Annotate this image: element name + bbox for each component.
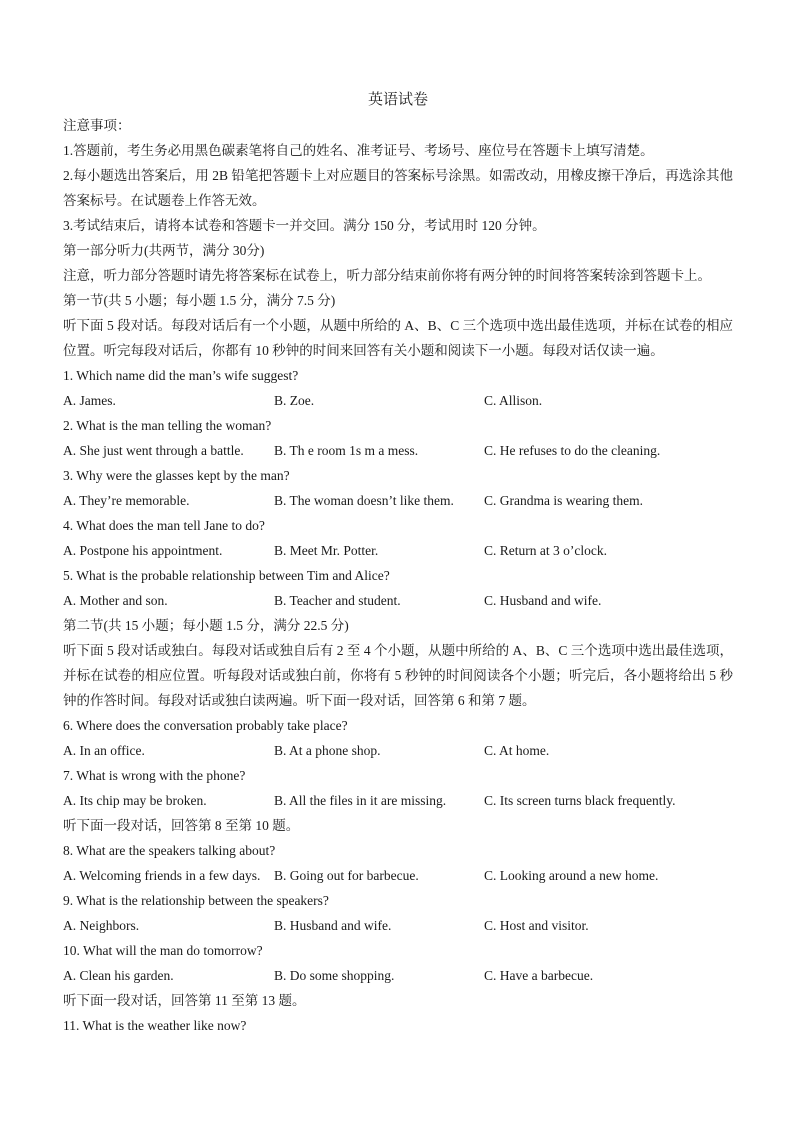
option-5b: B. Teacher and student. <box>274 593 401 608</box>
section2-instruction: 听下面 5 段对话或独白。每段对话或独自后有 2 至 4 个小题，从题中所给的 A、B、C 三个选项中选出最佳选项，并标在试卷的相应位置。听每段对话或独白前，你将有 5 秒钟的时间阅读各个小题；听完后，各小题将给出 5 秒钟的作答时间。每段对话或独白读两遍。听下面一段对话，回答第 6 和第 7 题。 <box>63 643 733 708</box>
option-7a: A. Its chip may be broken. <box>63 793 207 808</box>
option-5c: C. Husband and wife. <box>484 593 602 608</box>
option-3c: C. Grandma is wearing them. <box>484 493 643 508</box>
listen-instruction-11-13: 听下面一段对话，回答第 11 至第 13 题。 <box>63 993 306 1008</box>
option-6b: B. At a phone shop. <box>274 743 381 758</box>
notice-item-3: 3.考试结束后，请将本试卷和答题卡一并交回。满分 150 分，考试用时 120 分钟。 <box>63 218 546 233</box>
exam-page <box>63 88 733 1038</box>
options-2 <box>63 438 733 463</box>
question-3: 3. Why were the glasses kept by the man? <box>63 468 290 483</box>
option-3a: A. They’re memorable. <box>63 493 190 508</box>
question-9: 9. What is the relationship between the speakers? <box>63 893 329 908</box>
option-10b: B. Do some shopping. <box>274 968 395 983</box>
listen-instruction-8-10: 听下面一段对话，回答第 8 至第 10 题。 <box>63 818 300 833</box>
options-8 <box>63 863 733 888</box>
option-10a: A. Clean his garden. <box>63 968 174 983</box>
part1-note: 注意，听力部分答题时请先将答案标在试卷上，听力部分结束前你将有两分钟的时间将答案转涂到答题卡上。 <box>63 268 711 283</box>
question-2: 2. What is the man telling the woman? <box>63 418 272 433</box>
option-8a: A. Welcoming friends in a few days. <box>63 868 261 883</box>
option-6a: A. In an office. <box>63 743 145 758</box>
option-7b: B. All the files in it are missing. <box>274 793 447 808</box>
option-9c: C. Host and visitor. <box>484 918 589 933</box>
section1-instruction: 听下面 5 段对话。每段对话后有一个小题，从题中所给的 A、B、C 三个选项中选出最佳选项，并标在试卷的相应位置。听完每段对话后，你都有 10 秒钟的时间来回答有关小题和阅读下一小题。每段对话仅读一遍。 <box>63 318 733 358</box>
question-6: 6. Where does the conversation probably take place? <box>63 718 348 733</box>
options-6 <box>63 738 733 763</box>
option-1c: C. Allison. <box>484 393 543 408</box>
question-7: 7. What is wrong with the phone? <box>63 768 246 783</box>
section2-heading: 第二节(共 15 小题；每小题 1.5 分，满分 22.5 分) <box>63 618 349 633</box>
question-5: 5. What is the probable relationship between Tim and Alice? <box>63 568 390 583</box>
options-10 <box>63 963 733 988</box>
option-9b: B. Husband and wife. <box>274 918 392 933</box>
option-9a: A. Neighbors. <box>63 918 140 933</box>
option-2a: A. She just went through a battle. <box>63 443 244 458</box>
question-11: 11. What is the weather like now? <box>63 1018 247 1033</box>
option-10c: C. Have a barbecue. <box>484 968 594 983</box>
options-7 <box>63 788 733 813</box>
options-3 <box>63 488 733 513</box>
option-4a: A. Postpone his appointment. <box>63 543 223 558</box>
notice-item-1: 1.答题前，考生务必用黑色碳素笔将自己的姓名、准考证号、考场号、座位号在答题卡上填写清楚。 <box>63 143 654 158</box>
question-8: 8. What are the speakers talking about? <box>63 843 276 858</box>
question-1: 1. Which name did the man’s wife suggest? <box>63 368 299 383</box>
option-6c: C. At home. <box>484 743 550 758</box>
options-1 <box>63 388 733 413</box>
options-9 <box>63 913 733 938</box>
part1-heading: 第一部分听力(共两节，满分 30分) <box>63 243 265 258</box>
option-4b: B. Meet Mr. Potter. <box>274 543 379 558</box>
option-4c: C. Return at 3 o’clock. <box>484 543 607 558</box>
option-8c: C. Looking around a new home. <box>484 868 659 883</box>
options-5 <box>63 588 733 613</box>
page-title: 英语试卷 <box>367 92 428 108</box>
question-4: 4. What does the man tell Jane to do? <box>63 518 265 533</box>
section1-heading: 第一节(共 5 小题；每小题 1.5 分，满分 7.5 分) <box>63 293 336 308</box>
option-2c: C. He refuses to do the cleaning. <box>484 443 661 458</box>
notice-heading: 注意事项： <box>63 118 131 133</box>
option-1a: A. James. <box>63 393 116 408</box>
options-4 <box>63 538 733 563</box>
notice-item-2: 2.每小题选出答案后，用 2B 铅笔把答题卡上对应题目的答案标号涂黑。如需改动，用橡皮擦干净后，再选涂其他答案标号。在试题卷上作答无效。 <box>63 168 733 208</box>
option-5a: A. Mother and son. <box>63 593 168 608</box>
option-2b: B. Th e room 1s m a mess. <box>274 443 419 458</box>
option-8b: B. Going out for barbecue. <box>274 868 419 883</box>
option-1b: B. Zoe. <box>274 393 315 408</box>
question-10: 10. What will the man do tomorrow? <box>63 943 263 958</box>
option-7c: C. Its screen turns black frequently. <box>484 793 676 808</box>
option-3b: B. The woman doesn’t like them. <box>274 493 454 508</box>
